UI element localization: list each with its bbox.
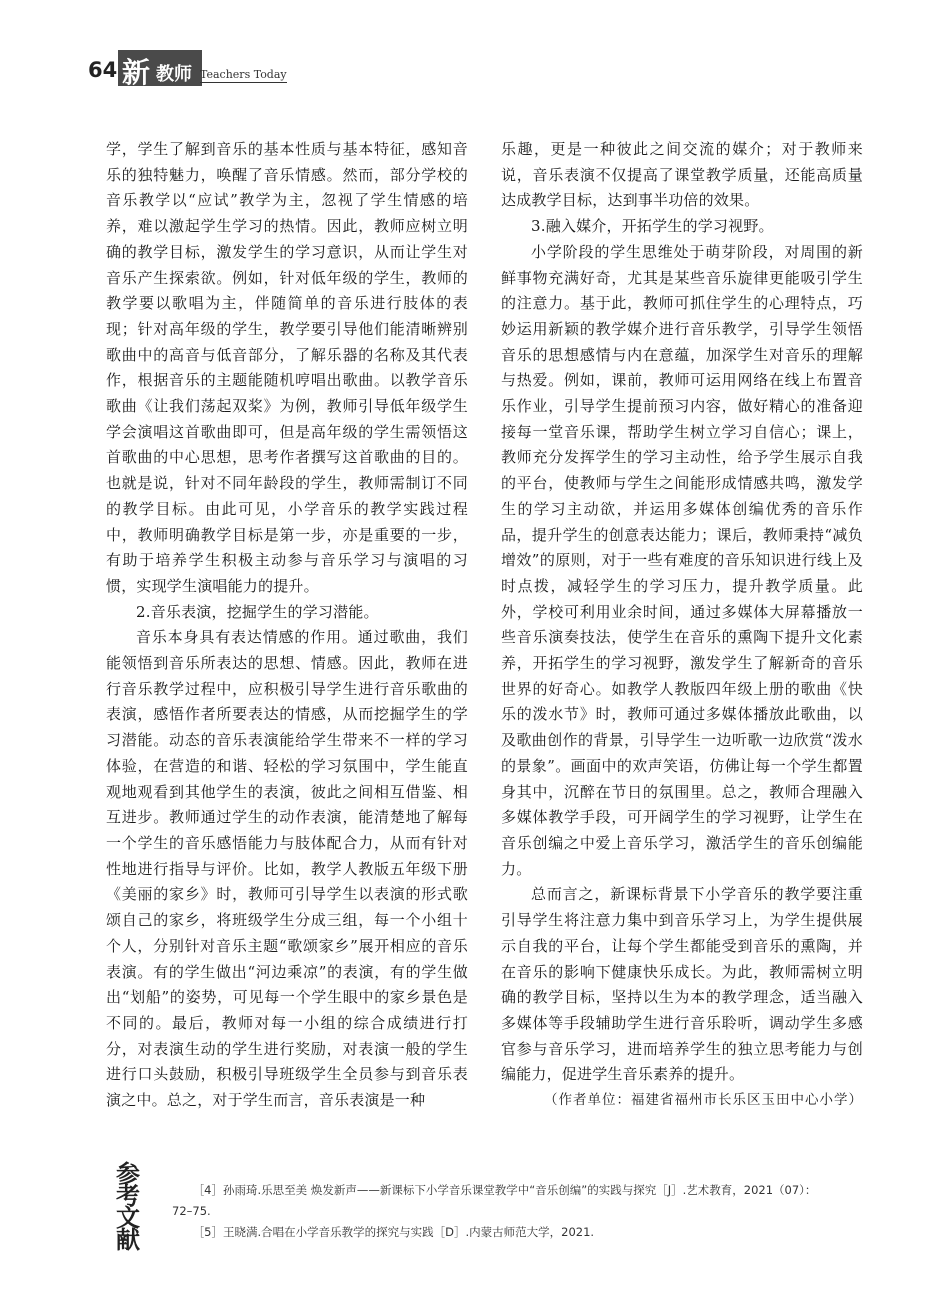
paragraph: 小学阶段的学生思维处于萌芽阶段，对周围的新鲜事物充满好奇，尤其是某些音乐旋律更能吸引学生的注意力。基于此，教师可抓住学生的心理特点，巧妙运用新颖的教学媒介进行音乐教学，引导学生领悟音乐的思想感情与内在意蕴，加深学生对音乐的理解与热爱。例如，课前，教师可运用网络在线上布置音乐作业，引导学生提前预习内容，做好精心的准备迎接每一堂音乐课，帮助学生树立学习自信心；课上，教师充分发挥学生的学习主动性，给予学生展示自我的平台，使教师与学生之间能形成情感共鸣，激发学生的学习主动欲，并运用多媒体创编优秀的音乐作品，提升学生的创意表达能力；课后，教师秉持“减负增效”的原则，对于一些有难度的音乐知识进行线上及时点拨，减轻学生的学习压力，提升教学质量。此外，学校可利用业余时间，通过多媒体大屏幕播放一些音乐演奏技法，使学生在音乐的熏陶下提升文化素养，开拓学生的学习视野，激发学生了解新奇的音乐世界的好奇心。如教学人教版四年级上册的歌曲《快乐的泼水节》时，教师可通过多媒体播放此歌曲，以及歌曲创作的背景，引导学生一边听歌一边欣赏“泼水的景象”。画面中的欢声笑语，仿佛让每一个学生都置身其中，沉醉在节日的氛围里。总之，教师合理融入多媒体教学手段，可开阔学生的学习视野，让学生在音乐创编之中爱上音乐学习，激活学生的音乐创编能力。: [501, 242, 863, 878]
right-column: [501, 137, 863, 1114]
references-title-char: 考: [116, 1182, 140, 1210]
references-title: [113, 1160, 143, 1254]
paragraph: 音乐本身具有表达情感的作用。通过歌曲，我们能领悟到音乐所表达的思想、情感。因此，教师在进行音乐教学过程中，应积极引导学生进行音乐歌曲的表演，感悟作者所要表达的情感，从而挖掘学生的学习潜能。动态的音乐表演能给学生带来不一样的学习体验，在营造的和谐、轻松的学习氛围中，学生能直观地观看到其他学生的表演，彼此之间相互借鉴、相互进步。教师通过学生的动作表演，能清楚地了解每一个学生的音乐感悟能力与肢体配合力，从而有针对性地进行指导与评价。比如，教学人教版五年级下册《美丽的家乡》时，教师可引导学生以表演的形式歌颂自己的家乡，将班级学生分成三组，每一个小组十个人，分别针对音乐主题“歌颂家乡”展开相应的音乐表演。有的学生做出“河边乘凉”的表演，有的学生做出“划船”的姿势，可见每一个学生眼中的家乡景色是不同的。最后，教师对每一小组的综合成绩进行打分，对表演生动的学生进行奖励，对表演一般的学生进行口头鼓励，积极引导班级学生全员参与到音乐表演之中。总之，对于学生而言，音乐表演是一种: [106, 628, 468, 1110]
author-affiliation: （作者单位：福建省福州市长乐区玉田中心小学）: [544, 1092, 863, 1109]
references-title-char: 参: [116, 1160, 140, 1188]
page-number: 64: [88, 58, 118, 82]
page-header: [88, 50, 308, 90]
reference-item: ［5］王晓满.合唱在小学音乐教学的探究与实践［D］.内蒙古师范大学，2021.: [192, 1225, 595, 1239]
journal-logo-main: 新: [122, 56, 151, 86]
journal-english-name: Teachers Today: [200, 68, 287, 81]
paragraph: 学，学生了解到音乐的基本性质与基本特征，感知音乐的独特魅力，唤醒了音乐情感。然而，部分学校的音乐教学以“应试”教学为主，忽视了学生情感的培养，难以激起学生学习的热情。因此，教师应树立明确的教学目标，激发学生的学习意识，从而让学生对音乐产生探索欲。例如，针对低年级的学生，教师的教学要以歌唱为主，伴随简单的音乐进行肢体的表现；针对高年级的学生，教学要引导他们能清晰辨别歌曲中的高音与低音部分，了解乐器的名称及其代表作，根据音乐的主题能随机哼唱出歌曲。以教学音乐歌曲《让我们荡起双桨》为例，教师引导低年级学生学会演唱这首歌曲即可，但是高年级的学生需领悟这首歌曲的中心思想，思考作者撰写这首歌曲的目的。也就是说，针对不同年龄段的学生，教师需制订不同的教学目标。由此可见，小学音乐的教学实践过程中，教师明确教学目标是第一步，亦是重要的一步，有助于培养学生积极主动参与音乐学习与演唱的习惯，实现学生演唱能力的提升。: [106, 140, 468, 595]
left-column: [106, 137, 468, 1114]
section-heading: 2.音乐表演，挖掘学生的学习潜能。: [136, 602, 379, 621]
references-list: [172, 1180, 832, 1243]
paragraph: 总而言之，新课标背景下小学音乐的教学要注重引导学生将注意力集中到音乐学习上，为学生提供展示自我的平台，让每个学生都能受到音乐的熏陶，并在音乐的影响下健康快乐成长。为此，教师需树立明确的教学目标，坚持以生为本的教学理念，适当融入多媒体等手段辅助学生进行音乐聆听，调动学生多感官参与音乐学习，进而培养学生的独立思考能力与创编能力，促进学生音乐素养的提升。: [501, 885, 863, 1084]
section-heading: 3.融入媒介，开拓学生的学习视野。: [531, 217, 774, 236]
journal-logo: [118, 50, 202, 86]
paragraph: 乐趣，更是一种彼此之间交流的媒介；对于教师来说，音乐表演不仅提高了课堂教学质量，还能高质量达成教学目标，达到事半功倍的效果。: [501, 140, 863, 210]
journal-logo-sub: 教师: [156, 64, 192, 85]
reference-item: ［4］孙雨琦.乐思至美 焕发新声——新课标下小学音乐课堂教学中“音乐创编”的实践与探究［J］.艺术教育，2021（07）：72–75.: [172, 1183, 817, 1218]
references-title-char: 献: [116, 1226, 140, 1254]
references-title-char: 文: [116, 1204, 140, 1232]
